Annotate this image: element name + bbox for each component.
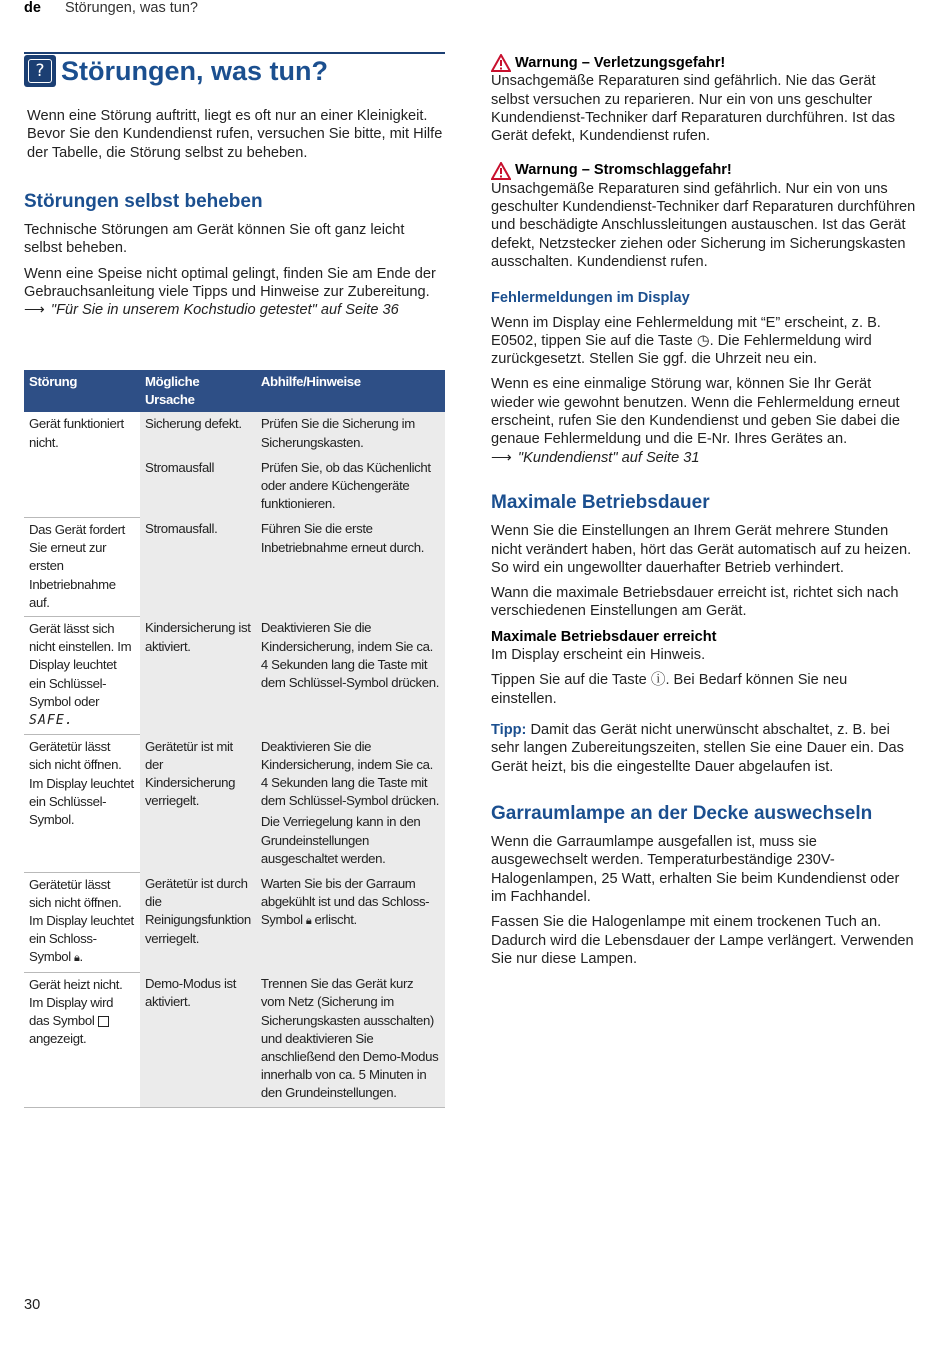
tip-text: Damit das Gerät nicht unerwünscht abschaltet, z. B. bei sehr langen Zubereitungszeiten, stellen Sie eine Dauer ein. Das Gerät heizt, bis die eingestellte Dauer abgelaufen ist. [491,721,904,775]
cross-reference-link[interactable] [491,450,700,466]
section1-paragraph-1: Technische Störungen am Gerät können Sie oft ganz leicht selbst beheben. [24,222,405,257]
remedy-cell: Prüfen Sie, ob das Küchenlicht oder andere Küchengeräte funktionieren. [256,456,445,518]
duration-paragraph-1: Wenn Sie die Einstellungen an Ihrem Gerät mehrere Stunden nicht verändert haben, hört das Gerät automatisch auf zu heizen. So wird ein ungewollter dauerhafter Betrieb verhindert. [491,523,912,576]
remedy-text: Warten Sie bis der Garraum abgekühlt ist und das Schloss-Symbol [260,876,430,928]
cross-reference-text: "Kundendienst" auf Seite 31 [517,449,700,466]
column-header-fault: Störung [24,370,140,412]
remedy-cell: Prüfen Sie die Sicherung im Sicherungskasten. [256,412,445,455]
error-paragraph-1 [491,314,916,369]
fault-text-end: angezeigt. [29,1031,87,1047]
section-heading-self-fix: Störungen selbst beheben [24,190,263,212]
remedy-cell [256,872,445,972]
section-heading-error-messages: Fehlermeldungen im Display [491,290,690,307]
error-paragraph-1-text: Wenn im Display eine Fehlermeldung mit “E” erscheint, z. B. E0502, tippen Sie auf die Taste [491,314,881,349]
warning-title-electric [491,161,916,179]
cause-cell: Kindersicherung ist aktiviert. [140,616,256,734]
warning-text-injury: Unsachgemäße Reparaturen sind gefährlich. Nie das Gerät selbst versuchen zu reparieren. Nur ein von uns geschulter Kundendienst-Techniker darf Reparaturen durchführen. Ist das Gerät defekt, Kundendienst rufen. [491,73,895,145]
warning-triangle-icon [491,162,511,180]
title-rule [24,52,445,54]
lamp-paragraph-1: Wenn die Garraumlampe ausgefallen ist, muss sie ausgewechselt werden. Temperaturbeständige 230V-Halogenlampen, 25 Watt, erhalten Sie beim Kundendienst oder im Fachhandel. [491,834,900,905]
duration-paragraph-4-text: Tippen Sie auf die Taste [491,672,647,689]
page-title: Störungen, was tun? [61,55,328,86]
column-header-remedy: Abhilfe/Hinweise [256,370,445,412]
remedy-cell: Trennen Sie das Gerät kurz vom Netz (Sicherung im Sicherungskasten ausschalten) und deaktivieren Sie anschließend den Demo-Modus innerhalb von ca. 5 Minuten in den Grundeinstellungen. [256,972,445,1107]
remedy-cell [256,735,445,872]
title-block [24,55,328,87]
remedy-note: Die Verriegelung kann in den Grundeinstellungen ausgeschaltet werden. [260,814,421,866]
arrow-right-icon: ⟶ [24,302,45,319]
table-row [24,972,445,1107]
arrow-right-icon: ⟶ [491,449,512,466]
demo-mode-icon [98,1016,109,1027]
duration-paragraph-4-text-end: . Bei Bedarf können Sie neu einstellen. [491,672,848,707]
cause-cell: Stromausfall. [140,517,256,616]
intro-text: Wenn eine Störung auftritt, liegt es oft nur an einer Kleinigkeit. Bevor Sie den Kundendienst rufen, versuchen Sie bitte, mit Hilfe der Tabelle, die Störung selbst zu beheben. [27,108,443,161]
table-row [24,517,445,616]
table-header-row [24,370,445,412]
duration-paragraph-4 [491,671,916,708]
cause-cell: Gerätetür ist mit der Kindersicherung verriegelt. [140,735,256,872]
table-row [24,616,445,734]
fault-cell: Gerät funktioniert nicht. [24,412,140,517]
cross-reference-text: "Für Sie in unserem Kochstudio getestet" auf Seite 36 [50,302,399,319]
cause-cell: Demo-Modus ist aktiviert. [140,972,256,1107]
warning-text-electric: Unsachgemäße Reparaturen sind gefährlich. Nur ein von uns geschulter Kundendienst-Techniker darf Reparaturen durchführen und beschädigte Anschlussleitungen austauschen. Ist das Gerät defekt, Netzstecker ziehen oder Sicherung im Sicherungskasten ausschalten. Kundendienst rufen. [491,180,916,270]
cause-cell: Sicherung defekt. [140,412,256,455]
tip-paragraph [491,721,916,776]
warning-title-text: Warnung – Verletzungsgefahr! [515,55,726,71]
fault-text: Gerät lässt sich nicht einstellen. Im Display leuchtet ein Schlüssel-Symbol oder [29,620,132,709]
page-number: 30 [24,1297,41,1313]
question-icon: ? [24,55,56,87]
section-heading-lamp: Garraumlampe an der Decke auswechseln [491,802,873,824]
section1-paragraph-2-text: Wenn eine Speise nicht optimal gelingt, finden Sie am Ende der Gebrauchsanleitung viele Tipps und Hinweise zur Zubereitung. [24,265,436,301]
fault-text: Gerätetür lässt sich nicht öffnen. Im Display leuchtet ein Schloss-Symbol [29,876,134,965]
duration-paragraph-3: Im Display erscheint ein Hinweis. [491,647,706,664]
info-icon: ⓘ [650,671,666,689]
fault-cell: Das Gerät fordert Sie erneut zur ersten Inbetriebnahme auf. [24,517,140,616]
tip-label: Tipp: [491,721,527,738]
table-row [24,412,445,455]
fault-cell [24,616,140,734]
cross-reference-link[interactable] [24,302,399,318]
warning-title-injury [491,54,916,72]
column-header-cause: Mögliche Ursache [140,370,256,412]
error-paragraph-2 [491,375,916,466]
section-heading-max-duration: Maximale Betriebsdauer [491,491,710,513]
lamp-paragraph-2: Fassen Sie die Halogenlampe mit einem trockenen Tuch an. Dadurch wird die Lebensdauer der Lampe verlängert. Verwenden Sie nur diese Lampen. [491,914,914,967]
cause-cell: Gerätetür ist durch die Reinigungsfunktion verriegelt. [140,872,256,972]
page-header [24,0,198,16]
safe-display-symbol: SAFE. [29,712,74,728]
fault-text: Gerät heizt nicht. Im Display wird das Symbol [29,976,123,1028]
lock-icon: 🔒︎ [70,951,80,965]
language-code: de [24,0,41,16]
duration-subheading: Maximale Betriebsdauer erreicht [491,628,717,645]
duration-paragraph-2: Wann die maximale Betriebsdauer erreicht ist, richtet sich nach verschiedenen Einstellungen am Gerät. [491,585,899,620]
remedy-cell: Deaktivieren Sie die Kindersicherung, indem Sie ca. 4 Sekunden lang die Taste mit dem Schlüssel-Symbol drücken. [256,616,445,734]
table-row [24,872,445,972]
fault-cell [24,972,140,1107]
table-row [24,735,445,872]
section1-paragraph-2 [24,265,445,320]
header-section: Störungen, was tun? [64,0,198,16]
lock-icon: 🔒︎ [302,914,315,928]
fault-cell: Gerätetür lässt sich nicht öffnen. Im Display leuchtet ein Schlüssel-Symbol. [24,735,140,872]
cause-cell: Stromausfall [140,456,256,518]
warning-triangle-icon [491,54,511,72]
error-paragraph-1-text-end: . Die Fehlermeldung wird zurückgesetzt. Stellen Sie ggf. die Uhrzeit neu ein. [491,332,872,368]
fault-cell [24,872,140,972]
remedy-text: Deaktivieren Sie die Kindersicherung, indem Sie ca. 4 Sekunden lang die Taste mit dem Schlüssel-Symbol drücken. [260,738,440,809]
right-column [491,54,916,975]
fault-text-end: . [79,949,83,965]
left-column [24,107,445,327]
clock-icon: ◷ [696,331,710,349]
fault-table [24,370,445,1108]
warning-title-text: Warnung – Stromschlaggefahr! [515,162,732,179]
remedy-cell: Führen Sie die erste Inbetriebnahme erneut durch. [256,517,445,616]
error-paragraph-2-text: Wenn es eine einmalige Störung war, können Sie Ihr Gerät wieder wie gewohnt benutzen. Wenn die Fehlermeldung erneut erscheint, rufen Sie den Kundendienst und geben Sie dabei die genaue Fehlermeldung und die E-Nr. Ihres Gerätes an. [491,376,900,448]
remedy-text-end: erlischt. [314,912,357,928]
